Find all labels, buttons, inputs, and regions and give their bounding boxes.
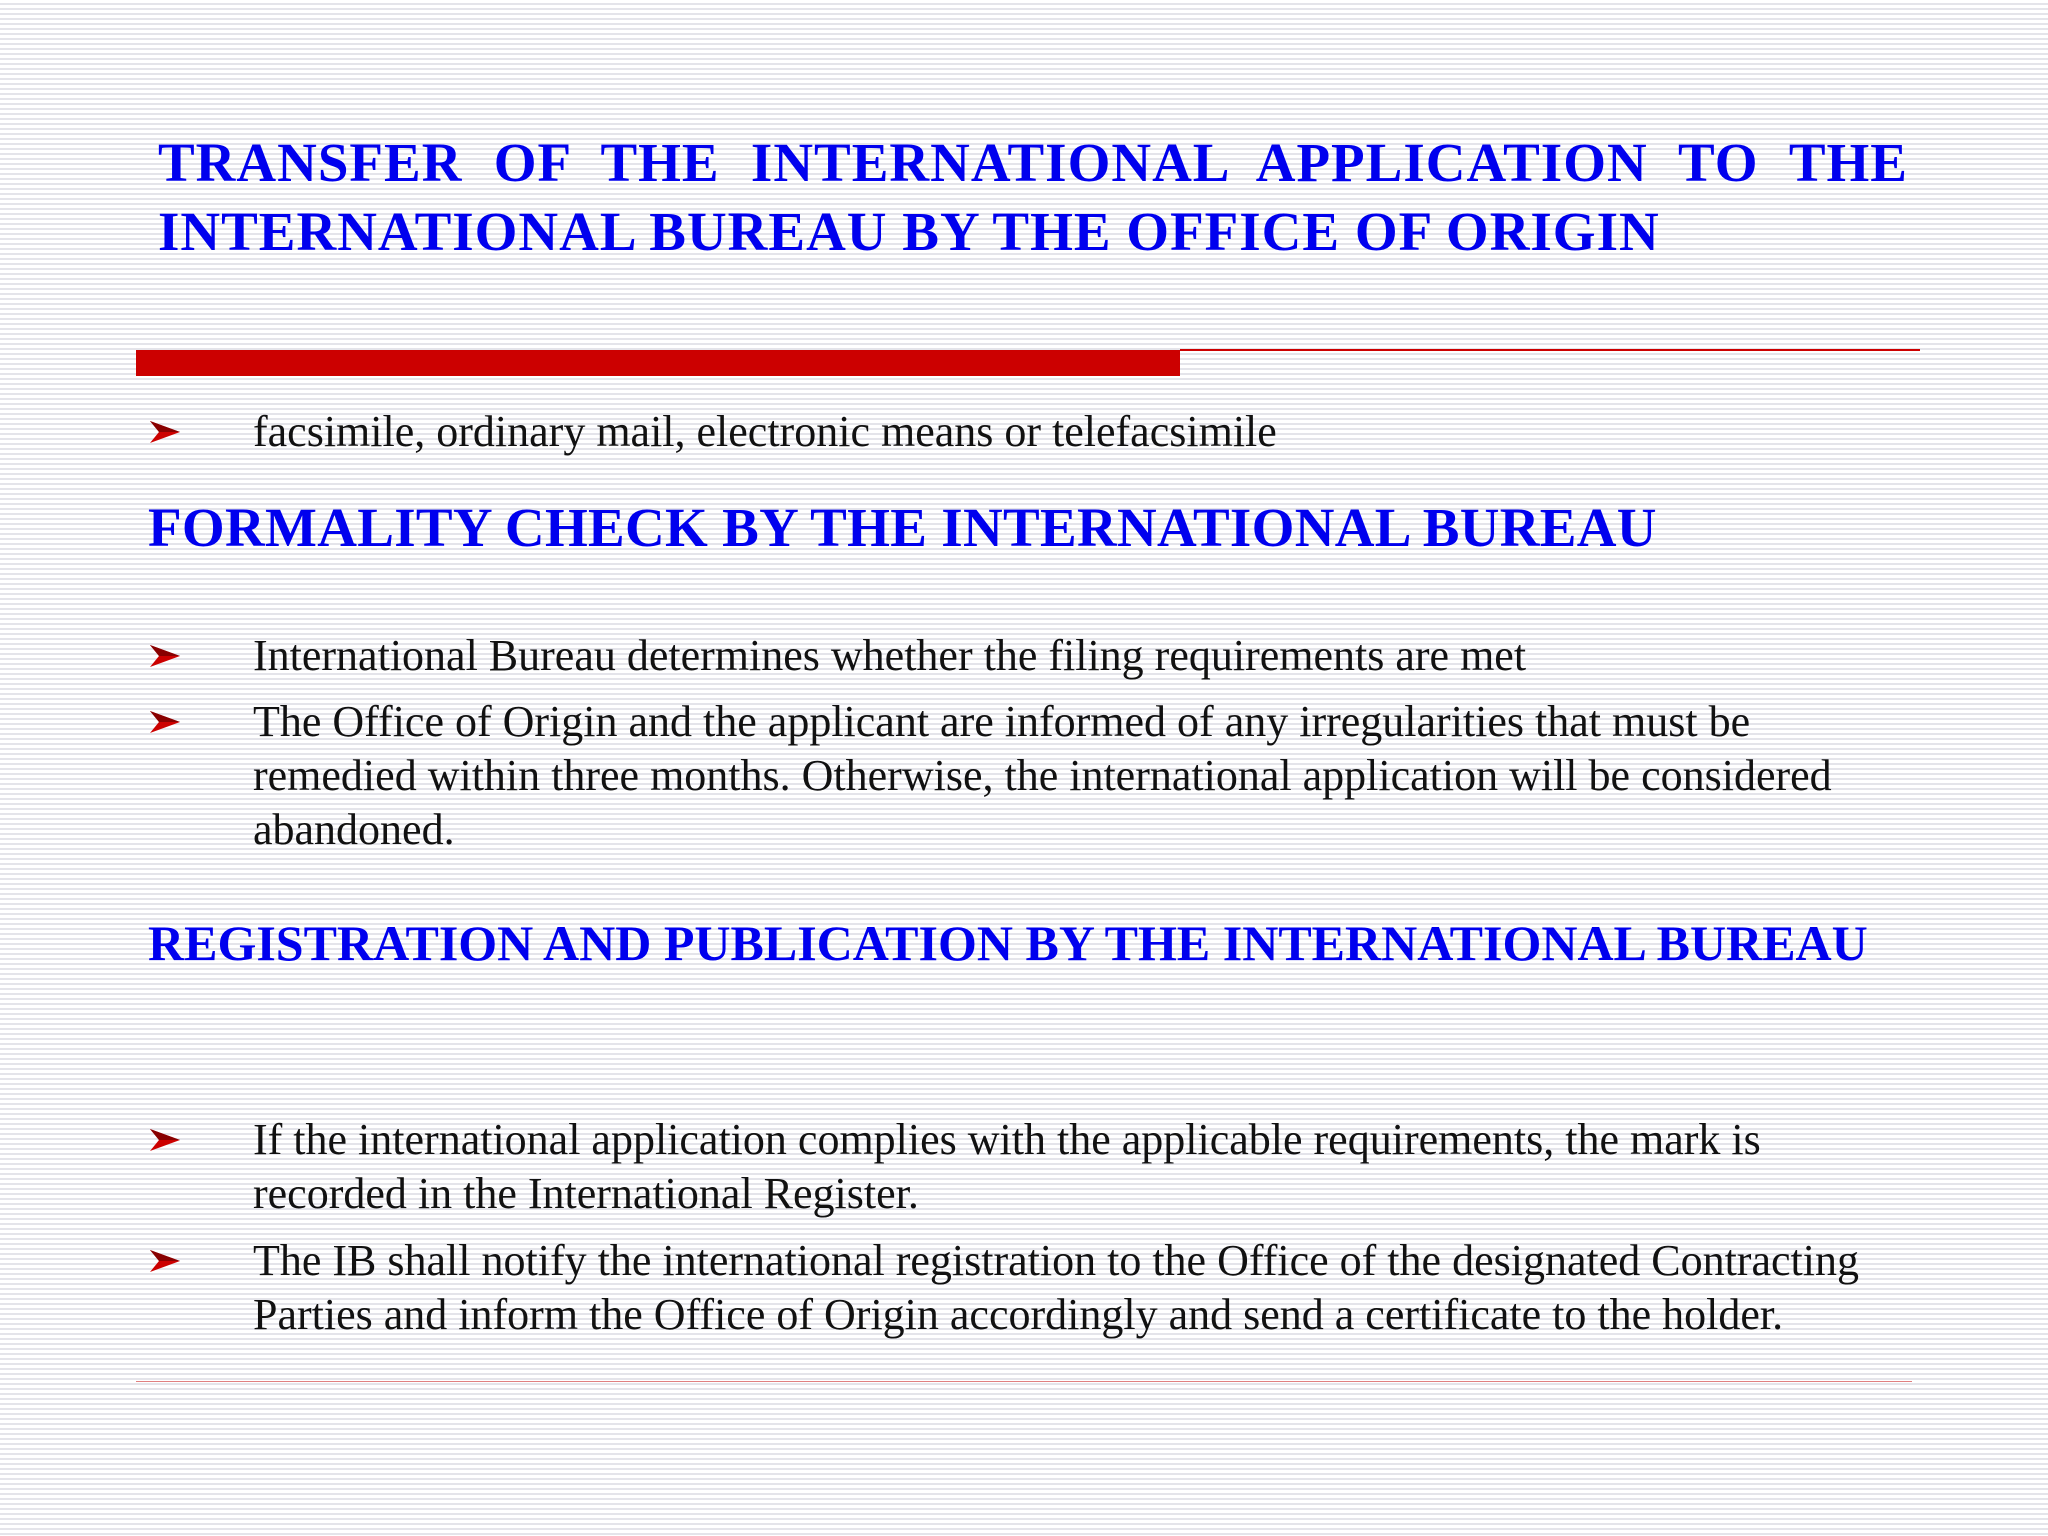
list-item-text: The IB shall notify the international registration to the Office of the designated Contracting Parties and inform the Office of Origin accordingly and send a certificate to the holder. xyxy=(253,1236,1859,1339)
section-heading-registration: REGISTRATION AND PUBLICATION BY THE INTERNATIONAL BUREAU xyxy=(148,915,1868,971)
list-item xyxy=(148,1234,1908,1342)
list-item-text: International Bureau determines whether the filing requirements are met xyxy=(253,631,1527,680)
list-item xyxy=(148,1113,1908,1221)
slide-title: TRANSFER OF THE INTERNATIONAL APPLICATION TO THE INTERNATIONAL BUREAU BY THE OFFICE OF ORIGIN xyxy=(158,132,1908,262)
list-item xyxy=(148,405,1908,459)
arrowhead-bullet-icon xyxy=(150,645,180,667)
title-underline-thick xyxy=(136,350,1180,376)
list-item-text: The Office of Origin and the applicant are informed of any irregularities that must be remedied within three months. Otherwise, the international application will be considered abandoned. xyxy=(253,697,1832,854)
arrowhead-bullet-icon xyxy=(150,711,180,733)
list-item xyxy=(148,629,1908,683)
arrowhead-bullet-icon xyxy=(150,1129,180,1151)
section-heading-formality: FORMALITY CHECK BY THE INTERNATIONAL BUREAU xyxy=(148,497,1657,558)
footer-divider xyxy=(136,1381,1912,1382)
list-item-text: If the international application complies with the applicable requirements, the mark is recorded in the International Register. xyxy=(253,1115,1761,1218)
title-underline-thin xyxy=(1180,349,1920,351)
arrowhead-bullet-icon xyxy=(150,1250,180,1272)
list-item xyxy=(148,695,1908,857)
arrowhead-bullet-icon xyxy=(150,421,180,443)
list-item-text: facsimile, ordinary mail, electronic means or telefacsimile xyxy=(253,407,1277,456)
